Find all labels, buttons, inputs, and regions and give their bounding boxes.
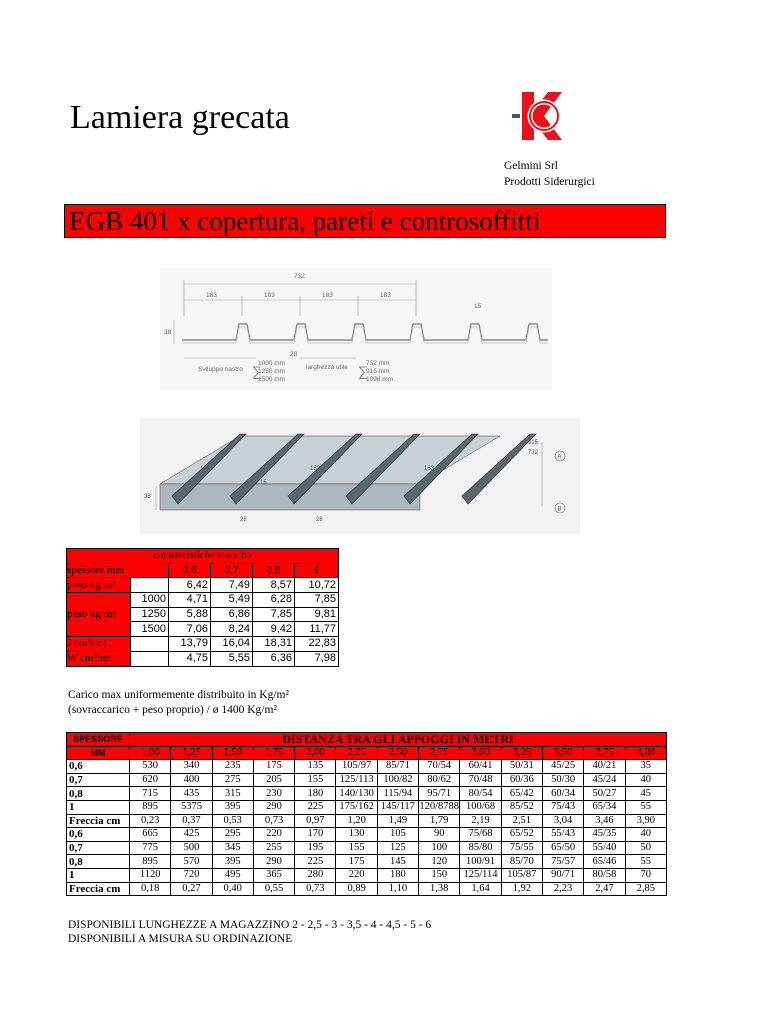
iso-dim-183-b: 183: [310, 466, 321, 472]
table-cell: 175: [336, 855, 377, 869]
row-label: 0,7: [67, 773, 130, 787]
table-row: [67, 855, 667, 869]
static-caption: caratteristiche statiche: [67, 549, 339, 564]
table-cell: 85/80: [460, 841, 501, 855]
table-cell: 9,81: [295, 607, 339, 622]
table-cell: 365: [253, 868, 294, 882]
table-cell: 50/30: [542, 773, 583, 787]
table-row: [67, 828, 667, 842]
row-label: 0,7: [67, 841, 130, 855]
load-note-line-1: Carico max uniformemente distribuito in Kg/m²: [68, 689, 289, 701]
table-cell: 45/24: [584, 773, 625, 787]
table-cell: 0,23: [130, 814, 171, 828]
table-cell: 7,85: [295, 593, 339, 608]
table-cell: 6,86: [211, 607, 253, 622]
iso-dim-28-a: 28: [240, 517, 247, 523]
table-cell: 0,73: [295, 882, 336, 896]
iso-dim-38: 38: [144, 494, 151, 500]
table-cell: 3,46: [584, 814, 625, 828]
thickness-header: spessore mm: [67, 563, 169, 578]
dim-top: 15: [474, 303, 482, 310]
dim-total: 732: [294, 273, 305, 280]
table-cell: 4,75: [169, 651, 211, 666]
table-cell: 175/162: [336, 800, 377, 814]
table-row: [67, 760, 667, 774]
table-cell: 1,64: [460, 882, 501, 896]
table-cell: 7,49: [211, 578, 253, 593]
sheet-isometric-drawing: [140, 418, 580, 534]
table-cell: 2,51: [501, 814, 542, 828]
table-cell: 170: [295, 828, 336, 842]
table-cell: 120/8788: [419, 801, 460, 813]
company-logo: [508, 88, 572, 144]
table-cell: 60/36: [501, 773, 542, 787]
table-cell: 1250: [131, 607, 169, 622]
table-cell: 775: [130, 841, 171, 855]
table-cell: 720: [171, 868, 212, 882]
table-cell: 0,40: [212, 882, 253, 896]
availability-line-2: DISPONIBILI A MISURA SU ORDINAZIONE: [68, 933, 293, 945]
table-cell: 105/87: [501, 868, 542, 882]
table-cell: 290: [253, 855, 294, 869]
table-cell: 5,55: [211, 651, 253, 666]
table-cell: 220: [253, 828, 294, 842]
table-cell: 175: [253, 760, 294, 774]
table-cell: 225: [295, 855, 336, 869]
table-row: [67, 882, 667, 896]
table-cell: 13,79: [169, 637, 211, 652]
table-cell: 45/35: [584, 828, 625, 842]
table-row: [67, 733, 667, 747]
sviluppo-1: 1000 mm: [258, 360, 286, 367]
dim-pitch-3: 183: [322, 292, 333, 299]
table-cell: 0,37: [171, 814, 212, 828]
table-cell: 115/94: [377, 787, 418, 801]
product-banner: EGB 401 x copertura, pareti e controsoffitti: [64, 204, 666, 238]
table-cell: 495: [212, 868, 253, 882]
dim-pitch-4: 183: [380, 292, 391, 299]
table-cell: 180: [295, 787, 336, 801]
iso-dim-183-c: 183: [424, 466, 435, 472]
marker-b: B: [557, 506, 562, 513]
row-label: 0,8: [67, 855, 130, 869]
table-cell: 40/21: [584, 760, 625, 774]
table-cell: 70/54: [419, 760, 460, 774]
table-cell: 85/52: [501, 800, 542, 814]
table-cell: 8,24: [211, 622, 253, 637]
table-cell: 65/50: [542, 841, 583, 855]
table-row: [67, 814, 667, 828]
row-label: 1: [67, 868, 130, 882]
table-cell: 55/43: [542, 828, 583, 842]
sviluppo-3: 1500 mm: [258, 376, 286, 383]
table-cell: 125/113: [336, 773, 377, 787]
table-cell: 7,06: [169, 622, 211, 637]
table-cell: 0,18: [130, 882, 171, 896]
page-title: Lamiera grecata: [70, 99, 290, 136]
table-cell: 895: [130, 800, 171, 814]
table-cell: 11,77: [295, 622, 339, 637]
table-cell: 295: [212, 828, 253, 842]
table-cell: 80/62: [419, 773, 460, 787]
load-note: [68, 688, 289, 718]
table-cell: 125: [377, 841, 418, 855]
table-cell: 100/91: [460, 855, 501, 869]
table-cell: 75/55: [501, 841, 542, 855]
table-cell: 3,90: [625, 814, 666, 828]
static-characteristics-table: [66, 548, 339, 667]
table-cell: 70: [625, 868, 666, 882]
larghezza-3: 1098 mm: [366, 376, 394, 383]
span-header: 3,00: [460, 746, 501, 760]
dim-pitch-2: 183: [264, 292, 275, 299]
table-cell: 2,85: [625, 882, 666, 896]
table-row: [67, 773, 667, 787]
table-cell: 1120: [130, 868, 171, 882]
larghezza-label: larghezza utile: [306, 364, 348, 371]
table-cell: 400: [171, 773, 212, 787]
table-cell: 570: [171, 855, 212, 869]
iso-dim-28-b: 28: [316, 517, 323, 523]
span-header: 3,50: [542, 746, 583, 760]
table-cell: 280: [295, 868, 336, 882]
table-cell: 1,79: [419, 814, 460, 828]
table-row: [67, 593, 339, 608]
table-cell: 5,88: [169, 607, 211, 622]
row-label: Freccia cm: [67, 882, 130, 896]
table-cell: 75/68: [460, 828, 501, 842]
table-cell: 125/114: [460, 868, 501, 882]
table-cell: 95/71: [419, 787, 460, 801]
table-cell: 2,47: [584, 882, 625, 896]
table-cell: 40: [625, 773, 666, 787]
table-cell: 0,55: [253, 882, 294, 896]
table-cell: 620: [130, 773, 171, 787]
table-cell: 290: [253, 800, 294, 814]
table-cell: 275: [212, 773, 253, 787]
table-cell: 6,36: [253, 651, 295, 666]
table-cell: 90: [419, 828, 460, 842]
row-label: Freccia cm: [67, 814, 130, 828]
table-cell: 45/25: [542, 760, 583, 774]
thickness-cell: 0,7: [211, 563, 253, 578]
table-cell: 345: [212, 841, 253, 855]
table-cell: 90/71: [542, 868, 583, 882]
table-row: [67, 800, 667, 814]
span-header: 1,50: [212, 746, 253, 760]
table-cell: 100/82: [377, 773, 418, 787]
table-cell: 0,89: [336, 882, 377, 896]
table-cell: 145/117: [377, 800, 418, 814]
iso-dim-15: 15: [260, 480, 267, 486]
table-cell: 0,97: [295, 814, 336, 828]
table-cell: 0,73: [253, 814, 294, 828]
table-cell: 225: [295, 800, 336, 814]
table-cell: 3,04: [542, 814, 583, 828]
table-cell: 395: [212, 800, 253, 814]
table-cell: 500: [171, 841, 212, 855]
row-label: 0,8: [67, 787, 130, 801]
iso-dim-183-a: 183: [200, 466, 211, 472]
table-cell: 80/54: [460, 787, 501, 801]
table-cell: 35: [625, 760, 666, 774]
availability-note: [68, 918, 431, 946]
table-cell: 1,92: [501, 882, 542, 896]
svg-text:∑: ∑: [252, 363, 262, 379]
profile-section-drawing: [160, 268, 552, 390]
table-cell: 205: [253, 773, 294, 787]
table-cell: 65/42: [501, 787, 542, 801]
table-cell: 435: [171, 787, 212, 801]
table-cell: 0,27: [171, 882, 212, 896]
table-row: [67, 637, 339, 652]
table-cell: 1500: [131, 622, 169, 637]
row-label: 0,6: [67, 760, 130, 774]
thickness-cell: 0,6: [169, 563, 211, 578]
marker-a: A: [557, 454, 562, 461]
company-line-2: Prodotti Siderurgici: [504, 176, 595, 188]
table-cell: 9,42: [253, 622, 295, 637]
table-row: [67, 746, 667, 760]
table-cell: 50/31: [501, 760, 542, 774]
table-cell: 85/70: [501, 855, 542, 869]
table-cell: 120: [419, 855, 460, 869]
svg-text:∑: ∑: [358, 363, 368, 379]
table-cell: 65/34: [584, 800, 625, 814]
table-cell: 155: [295, 773, 336, 787]
table-cell: 55: [625, 855, 666, 869]
table-cell: 7,85: [253, 607, 295, 622]
table-cell: 6,28: [253, 593, 295, 608]
table-cell: 230: [253, 787, 294, 801]
table-cell: 195: [295, 841, 336, 855]
thickness-cell: 1: [295, 563, 339, 578]
table-cell: 0,53: [212, 814, 253, 828]
table-row: [67, 841, 667, 855]
load-span-table: [66, 732, 667, 896]
table-cell: 7,98: [295, 651, 339, 666]
table-cell: 140/130: [336, 787, 377, 801]
table-cell: 130: [336, 828, 377, 842]
table-cell: 180: [377, 868, 418, 882]
table-cell: 530: [130, 760, 171, 774]
table-cell: 220: [336, 868, 377, 882]
dim-height: 38: [164, 329, 172, 336]
iso-dim-732: 732: [528, 450, 539, 456]
span-header: 2,00: [295, 746, 336, 760]
table-row: [67, 868, 667, 882]
table-cell: 4,71: [169, 593, 211, 608]
table-cell: 85/71: [377, 760, 418, 774]
table-cell: 145: [377, 855, 418, 869]
sviluppo-2: 1250 mm: [258, 368, 286, 375]
table-cell: 135: [295, 760, 336, 774]
table-cell: 255: [253, 841, 294, 855]
table-cell: 155: [336, 841, 377, 855]
table-cell: 2,23: [542, 882, 583, 896]
table-cell: 5375: [171, 800, 212, 814]
table-cell: 315: [212, 787, 253, 801]
load-note-line-2: (sovraccarico + peso proprio) / ø 1400 Kg/m²: [68, 704, 277, 716]
span-header: 2,50: [377, 746, 418, 760]
table-cell: 50: [625, 841, 666, 855]
span-header: 3,25: [501, 746, 542, 760]
dim-bottom: 28: [290, 351, 298, 358]
table-cell: 55: [625, 800, 666, 814]
table-cell: 100/68: [460, 800, 501, 814]
w-label: W cm³/mt: [67, 651, 131, 666]
row-label: 0,6: [67, 828, 130, 842]
table-cell: 70/48: [460, 773, 501, 787]
table-row: [67, 563, 339, 578]
peso-mt-label: peso kg/mt: [67, 593, 131, 637]
table-cell: 60/34: [542, 787, 583, 801]
mm-header: MM: [67, 746, 130, 760]
dim-pitch-1: 183: [206, 292, 217, 299]
table-cell: 1,49: [377, 814, 418, 828]
span-header: 1,25: [171, 746, 212, 760]
span-header: 1,00: [130, 746, 171, 760]
table-cell: 2,19: [460, 814, 501, 828]
table-row: [67, 651, 339, 666]
table-cell: 340: [171, 760, 212, 774]
table-cell: 55/40: [584, 841, 625, 855]
table-row: [67, 549, 339, 564]
table-cell: 395: [212, 855, 253, 869]
table-cell: 65/46: [584, 855, 625, 869]
table-cell: 150: [419, 868, 460, 882]
table-cell: 715: [130, 787, 171, 801]
table-row: [67, 787, 667, 801]
table-cell: 105/97: [336, 760, 377, 774]
thickness-cell: 0,8: [253, 563, 295, 578]
table-cell: 1000: [131, 593, 169, 608]
table-cell: 8,57: [253, 578, 295, 593]
table-cell: 50/27: [584, 787, 625, 801]
table-cell: 1,38: [419, 882, 460, 896]
table-cell: 895: [130, 855, 171, 869]
span-header: 2,75: [419, 746, 460, 760]
iso-dim-915: 915: [528, 440, 539, 446]
row-label: 1: [67, 800, 130, 814]
span-header: 1,75: [253, 746, 294, 760]
j-label: J cm⁴/mt: [67, 637, 131, 652]
table-cell: 105: [377, 828, 418, 842]
table-cell: 1,10: [377, 882, 418, 896]
table-cell: 80/58: [584, 868, 625, 882]
table-row: [67, 578, 339, 593]
larghezza-2: 915 mm: [366, 368, 390, 375]
table-cell: 45: [625, 787, 666, 801]
spessore-header: SPESSORE: [67, 733, 130, 747]
table-cell: 5,49: [211, 593, 253, 608]
sviluppo-label: Sviluppo nastro: [198, 366, 243, 373]
table-cell: 235: [212, 760, 253, 774]
availability-line-1: DISPONIBILI LUNGHEZZE A MAGAZZINO 2 - 2,5 - 3 - 3,5 - 4 - 4,5 - 5 - 6: [68, 919, 432, 931]
table-cell: 100: [419, 841, 460, 855]
table-cell: 6,42: [169, 578, 211, 593]
distance-title: DISTANZA TRA GLI APPOGGI IN METRI: [130, 733, 667, 747]
table-cell: 1,20: [336, 814, 377, 828]
table-cell: 65/52: [501, 828, 542, 842]
table-cell: 18,31: [253, 637, 295, 652]
company-line-1: Gelmini Srl: [504, 160, 558, 172]
table-cell: 75/57: [542, 855, 583, 869]
table-cell: 75/43: [542, 800, 583, 814]
company-name: [504, 158, 595, 190]
table-cell: 10,72: [295, 578, 339, 593]
table-cell: 425: [171, 828, 212, 842]
table-cell: 22,83: [295, 637, 339, 652]
larghezza-1: 732 mm: [366, 360, 390, 367]
span-header: 2,25: [336, 746, 377, 760]
peso-m2-label: peso kg/m²: [67, 578, 131, 593]
table-cell: 16,04: [211, 637, 253, 652]
table-cell: 665: [130, 828, 171, 842]
table-cell: 40: [625, 828, 666, 842]
table-cell: 60/41: [460, 760, 501, 774]
span-header: 3,75: [584, 746, 625, 760]
span-header: 4,00: [625, 746, 666, 760]
